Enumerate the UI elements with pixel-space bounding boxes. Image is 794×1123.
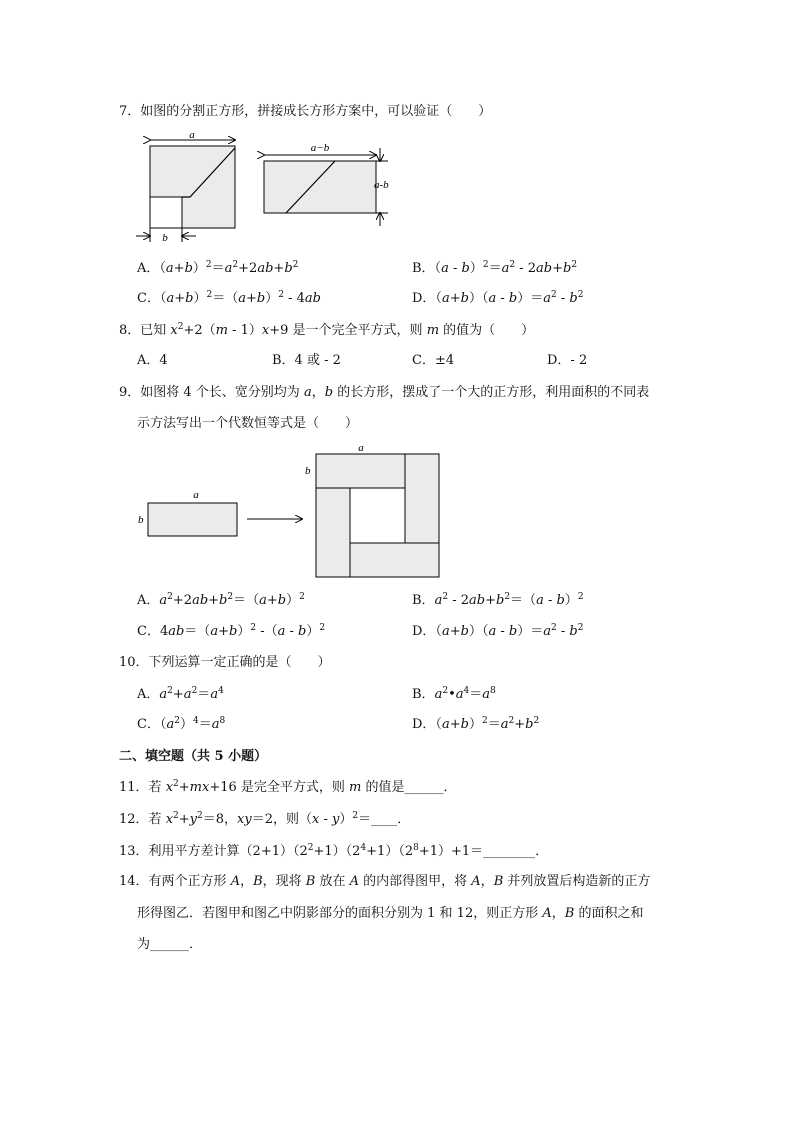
q9-option-d[interactable]: D．$(a+b)(a - b)=a^2 - b^2$ — [412, 623, 584, 639]
q8-option-b[interactable]: B．4 或 - 2 — [272, 353, 341, 368]
section-2-title: 二、填空题（共 5 小题） — [119, 749, 268, 764]
q7-label-amb-side: a-b — [374, 179, 389, 191]
q12-text: 12．若 $x^2+y^2=8$，xy＝2，则（x - y）$^2$＝____． — [119, 811, 411, 827]
q14-line2: 形得图乙．若图甲和图乙中阴影部分的面积分别为 1 和 12，则正方形 A，B 的面积之和 — [137, 906, 644, 921]
q7-stem: 7．如图的分割正方形，拼接成长方形方案中，可以验证（ ） — [119, 104, 492, 119]
q13-text: 13．利用平方差计算$(2+1)(2^2+1)(2^4+1)(2^8+1)+1=\_\_\_\_\_\_\_\_$． — [119, 843, 549, 859]
q7-option-d[interactable]: D．$(a+b)(a - b)=a^2 - b^2$ — [412, 290, 584, 306]
q9-label-b: b — [138, 514, 144, 526]
q9-stem-line2: 示方法写出一个代数恒等式是（ ） — [137, 416, 359, 431]
q7-label-a: a — [189, 129, 195, 141]
q9-figure — [132, 440, 452, 585]
q11-text: 11．若 $x^2+mx+16$ 是完全平方式，则 m 的值是______． — [119, 779, 457, 795]
q14-line3: 为______． — [137, 937, 203, 952]
q10-option-c[interactable]: C．$(a^2)^4=a^8$ — [137, 716, 226, 732]
q7-option-a[interactable]: A．$(a+b)^2=a^2+2ab+b^2$ — [137, 260, 299, 276]
q9-option-a[interactable]: A．$a^2+2ab+b^2=(a+b)^2$ — [137, 592, 305, 608]
q10-option-d[interactable]: D．$(a+b)^2=a^2+b^2$ — [412, 716, 540, 732]
q9-option-b[interactable]: B．$a^2 - 2ab+b^2=(a - b)^2$ — [412, 592, 584, 608]
q9-option-c[interactable]: C．$4ab=(a+b)^2$ -（a - b）$^2$ — [137, 623, 326, 639]
q10-option-b[interactable]: B．$a^2•a^4=a^8$ — [412, 686, 496, 702]
q10-stem: 10．下列运算一定正确的是（ ） — [119, 655, 331, 670]
q9-label-a: a — [193, 489, 199, 501]
q7-label-amb: a−b — [310, 142, 330, 154]
q10-option-a[interactable]: A．$a^2+a^2=a^4$ — [137, 686, 224, 702]
q7-option-c[interactable]: C．$(a+b)^2=(a+b)^2 - 4ab$ — [137, 290, 321, 306]
q8-option-d[interactable]: D．- 2 — [547, 353, 588, 368]
q9-stem-line1: 9．如图将 4 个长、宽分别均为 a，b 的长方形，摆成了一个大的正方形，利用面积的不同表 — [119, 385, 650, 400]
q7-label-b: b — [162, 232, 168, 244]
q9-big-label-b: b — [305, 465, 311, 477]
q7-figure — [130, 126, 400, 246]
q8-option-c[interactable]: C．±4 — [412, 353, 455, 368]
q8-stem: 8．已知 $x^2+2(m - 1)x+9$ 是一个完全平方式，则 m 的值为（ ） — [119, 322, 535, 338]
q9-big-label-a: a — [358, 442, 364, 454]
q14-line1: 14．有两个正方形 A，B，现将 B 放在 A 的内部得图甲，将 A，B 并列放置后构造新的正方 — [119, 874, 651, 889]
q7-option-b[interactable]: B．$(a - b)^2=a^2 - 2ab+b^2$ — [412, 260, 578, 276]
q8-option-a[interactable]: A．4 — [137, 353, 168, 368]
